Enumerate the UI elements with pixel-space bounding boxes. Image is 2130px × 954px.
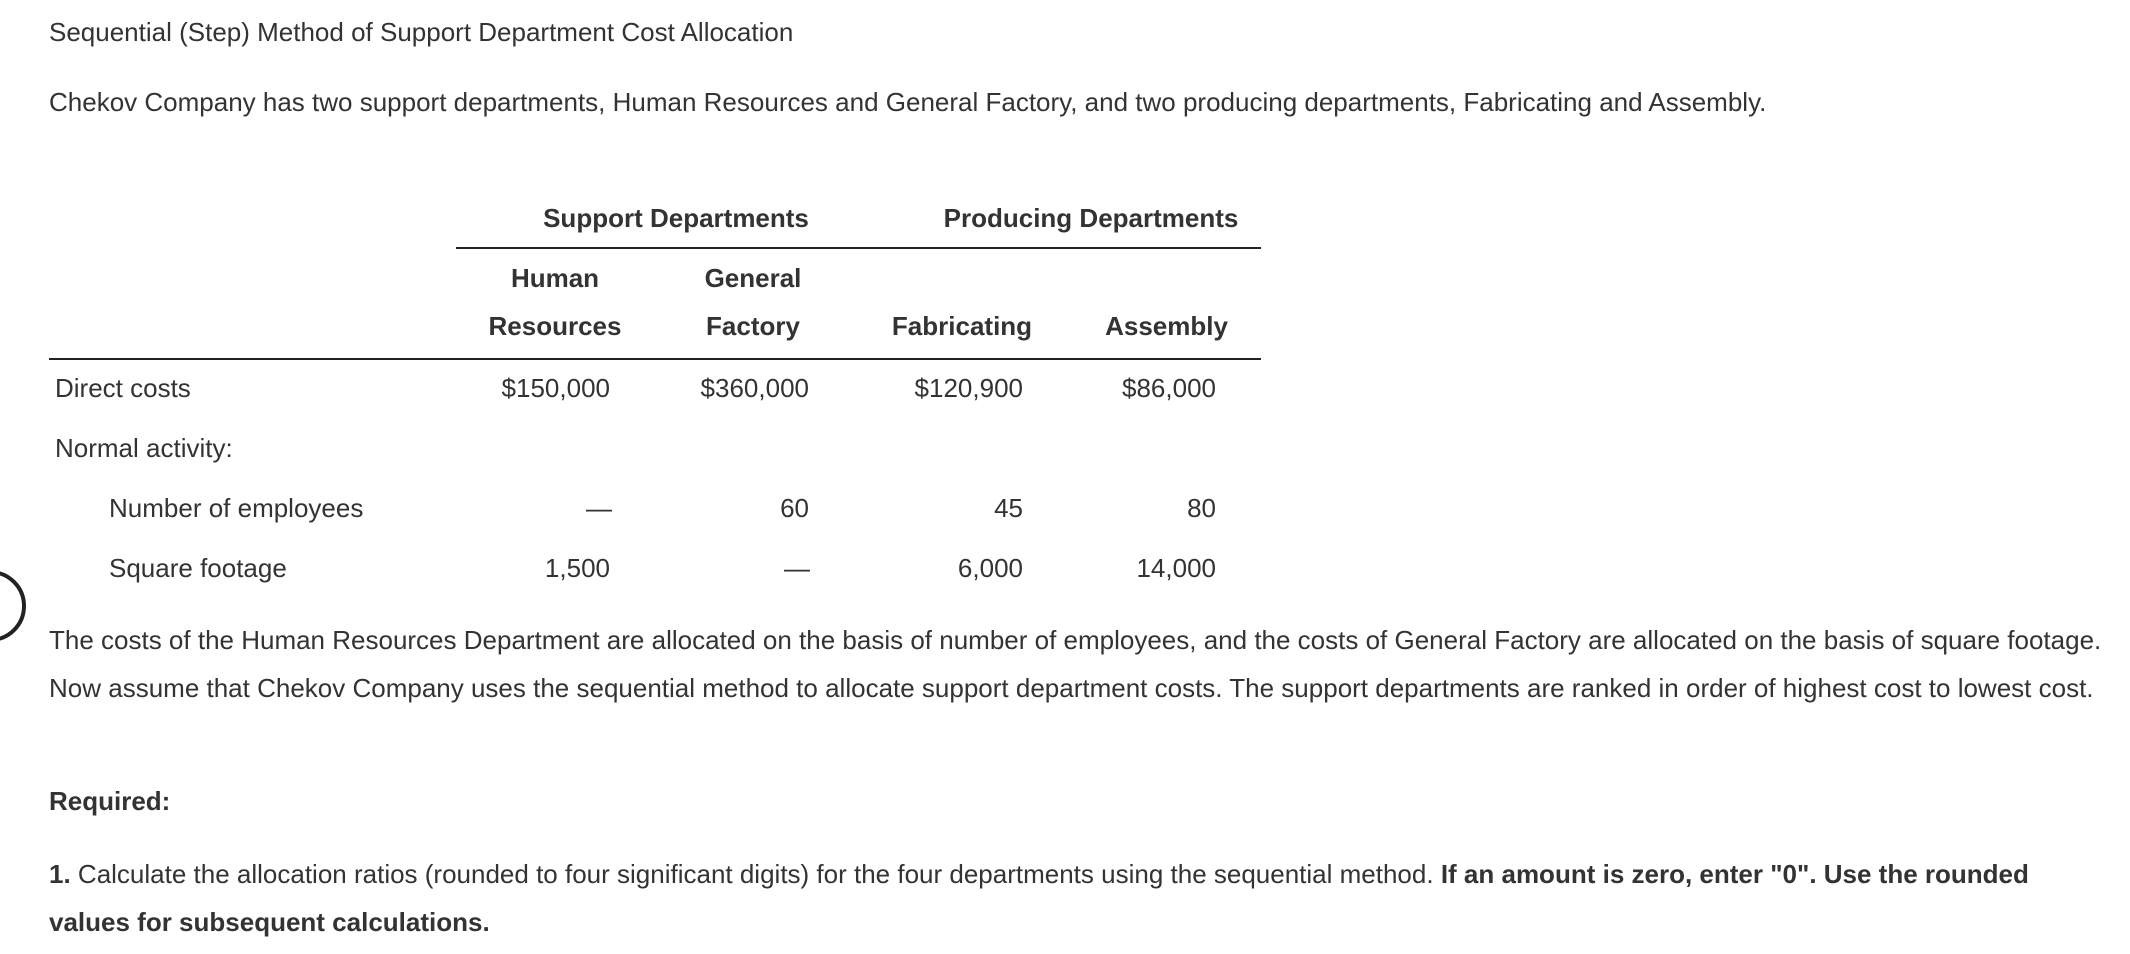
producing-departments-header: Producing Departments (943, 203, 1239, 233)
direct-costs-human-resources: $150,000 (501, 373, 610, 403)
row-label-normal-activity: Normal activity: (55, 433, 233, 463)
required-heading: Required: (49, 786, 171, 816)
square-footage-assembly: 14,000 (1136, 553, 1216, 583)
square-footage-fabricating: 6,000 (957, 553, 1023, 583)
allocation-description: The costs of the Human Resources Department are allocated on the basis of number of employees, and the costs of General Factory are allocated on the basis of square footage. Now assume that Chekov Company uses the sequential method to allocate support department costs. The support departments are ranked in order of highest cost to lowest cost. (49, 625, 2102, 703)
column-header-rule (49, 358, 1261, 360)
employees-general-factory: 60 (780, 493, 809, 523)
row-label-number-of-employees: Number of employees (109, 493, 364, 523)
direct-costs-general-factory: $360,000 (700, 373, 809, 403)
square-footage-human-resources: 1,500 (544, 553, 610, 583)
col-general-factory-line2: Factory (706, 311, 800, 341)
question-1-instruction: If an amount is zero, enter "0". Use the rounded values for subsequent calculations. (49, 859, 2029, 937)
direct-costs-fabricating: $120,900 (914, 373, 1023, 403)
side-circle-marker (0, 570, 26, 642)
employees-human-resources: — (586, 493, 612, 523)
col-human-resources-line2: Resources (488, 311, 622, 341)
cost-data-table (49, 190, 1261, 595)
page-title: Sequential (Step) Method of Support Department Cost Allocation (49, 17, 794, 47)
col-general-factory-line1: General (704, 263, 802, 293)
col-human-resources-line1: Human (510, 263, 600, 293)
square-footage-general-factory: — (784, 553, 810, 583)
col-assembly: Assembly (1105, 311, 1228, 341)
direct-costs-assembly: $86,000 (1122, 373, 1216, 403)
employees-fabricating: 45 (994, 493, 1023, 523)
support-departments-header: Support Departments (543, 203, 809, 233)
group-header-rule (456, 247, 1261, 249)
question-1-number: 1. (49, 859, 71, 889)
col-fabricating: Fabricating (891, 311, 1033, 341)
row-label-direct-costs: Direct costs (55, 373, 191, 403)
row-label-square-footage: Square footage (109, 553, 287, 583)
intro-text: Chekov Company has two support departments, Human Resources and General Factory, and two producing departments, Fabricating and Assembly. (49, 87, 1767, 117)
question-1 (49, 850, 2109, 946)
employees-assembly: 80 (1187, 493, 1216, 523)
question-1-text: Calculate the allocation ratios (rounded to four significant digits) for the four departments using the sequential method. (70, 859, 1441, 889)
